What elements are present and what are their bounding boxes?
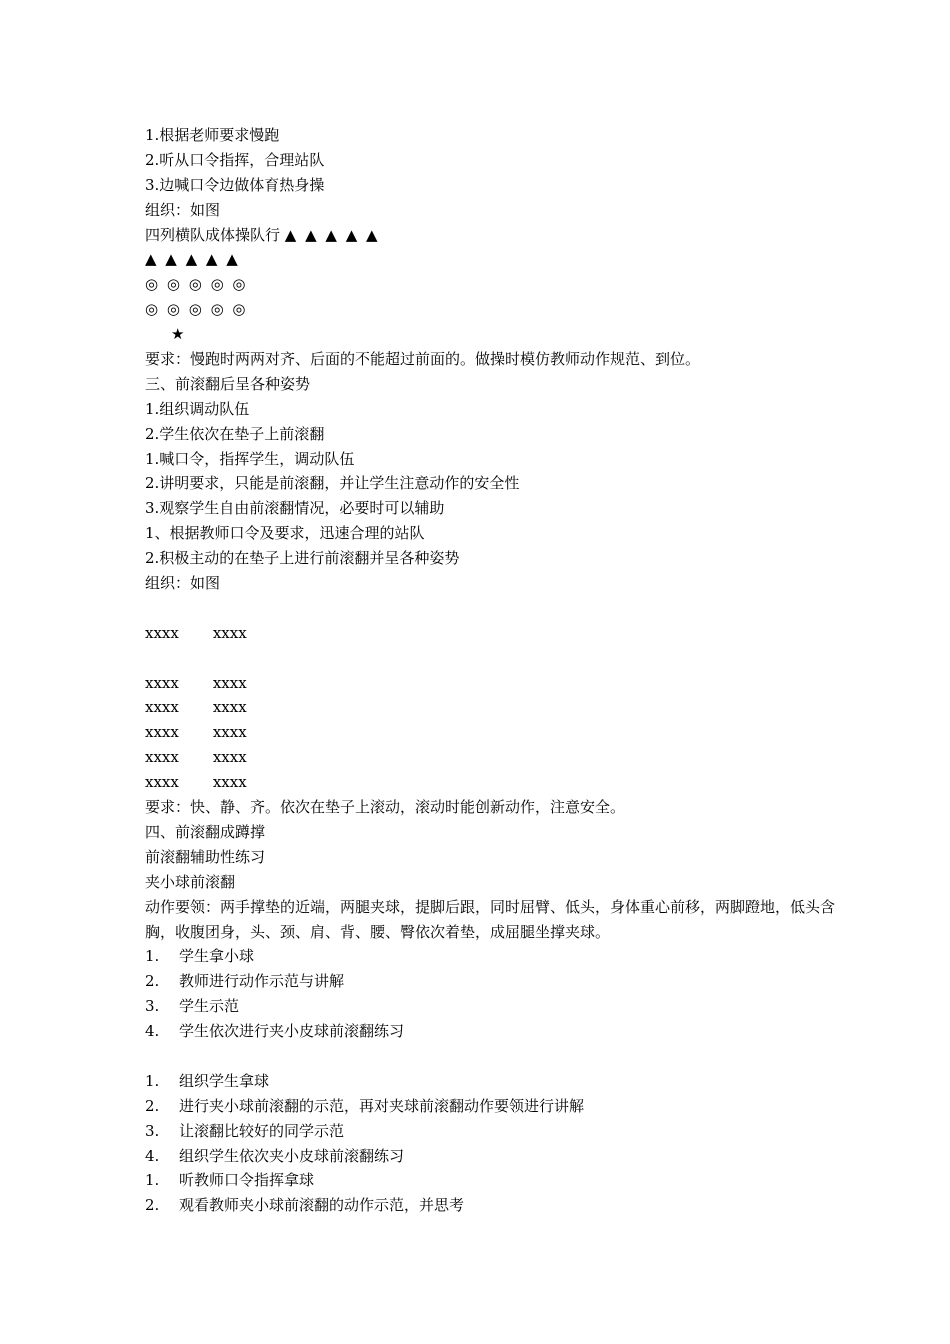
circle-row: ◎ ◎ ◎ ◎ ◎: [145, 300, 248, 319]
warmup-requirement: 要求：慢跑时两两对齐、后面的不能超过前面的。做操时模仿教师动作规范、到位。: [145, 350, 701, 369]
list-item: 1. 组织学生拿球: [145, 1071, 270, 1090]
spacer: [145, 646, 835, 671]
section-4-subtitle: 前滚翻辅助性练习: [145, 847, 266, 866]
section-3-line: 1.喊口令，指挥学生，调动队伍: [145, 449, 355, 468]
formation-row: [145, 770, 835, 795]
list-item: 1. 学生拿小球: [145, 947, 255, 966]
formation-row: [145, 745, 835, 770]
section-4-title: 四、前滚翻成蹲撑: [145, 822, 266, 841]
section-3-line: 2.学生依次在垫子上前滚翻: [145, 424, 325, 443]
formation-cell: xxxx: [145, 748, 179, 767]
formation-cell: xxxx: [212, 773, 247, 792]
formation-row: [145, 671, 835, 696]
organization-label: 组织：如图: [145, 200, 221, 219]
formation-cell: xxxx: [145, 673, 179, 692]
spacer: [145, 1044, 835, 1069]
warmup-step: 3.边喊口令边做体育热身操: [145, 175, 325, 194]
section-3-line: 2.积极主动的在垫子上进行前滚翻并呈各种姿势: [145, 549, 460, 568]
formation-label: 四列横队成体操队行: [145, 225, 281, 244]
warmup-step: 1.根据老师要求慢跑: [145, 126, 280, 144]
formation-cell: xxxx: [212, 673, 247, 692]
formation-line: [145, 223, 835, 248]
list-item: 3. 让滚翻比较好的同学示范: [145, 1121, 345, 1140]
formation-cell: xxxx: [145, 773, 179, 792]
list-item: 4. 学生依次进行夹小皮球前滚翻练习: [145, 1022, 405, 1041]
formation-cell: xxxx: [145, 723, 179, 742]
formation-cell: xxxx: [212, 748, 247, 767]
formation-cell: xxxx: [212, 698, 247, 717]
teacher-star-icon: ★: [171, 325, 185, 344]
formation-cell: xxxx: [212, 623, 247, 642]
list-item: 4. 组织学生依次夹小皮球前滚翻练习: [145, 1146, 405, 1165]
section-3-requirement: 要求：快、静、齐。依次在垫子上滚动，滚动时能创新动作，注意安全。: [145, 798, 626, 817]
warmup-step: 2.听从口令指挥，合理站队: [145, 150, 325, 169]
triangle-row: ▲ ▲ ▲ ▲ ▲: [145, 250, 240, 269]
section-3-title: 三、前滚翻后呈各种姿势: [145, 374, 311, 393]
list-item: 2. 教师进行动作示范与讲解: [145, 972, 345, 991]
action-essentials: 动作要领：两手撑垫的近端，两腿夹球，提脚后跟，同时屈臂、低头，身体重心前移，两脚蹬地，低头含胸，收腹团身，头、颈、肩、背、腰、臀依次着垫，成屈腿坐撑夹球。: [145, 897, 836, 941]
triangle-row: ▲ ▲ ▲ ▲ ▲: [284, 225, 380, 244]
circle-row: ◎ ◎ ◎ ◎ ◎: [145, 275, 248, 294]
formation-cell: xxxx: [145, 623, 179, 642]
spacer: [145, 596, 835, 621]
formation-row: [145, 621, 835, 646]
list-item: 1. 听教师口令指挥拿球: [145, 1171, 315, 1190]
list-item: 2. 观看教师夹小球前滚翻的动作示范，并思考: [145, 1196, 465, 1215]
section-4-subtitle: 夹小球前滚翻: [145, 872, 236, 891]
formation-cell: xxxx: [212, 723, 247, 742]
formation-cell: xxxx: [145, 698, 179, 717]
list-item: 2. 进行夹小球前滚翻的示范，再对夹球前滚翻动作要领进行讲解: [145, 1096, 585, 1115]
list-item: 3. 学生示范: [145, 997, 240, 1016]
formation-row: [145, 695, 835, 720]
section-3-line: 3.观察学生自由前滚翻情况，必要时可以辅助: [145, 499, 445, 518]
section-3-line: 1.组织调动队伍: [145, 399, 250, 418]
section-3-line: 1、根据教师口令及要求，迅速合理的站队: [145, 524, 425, 543]
document-body: [145, 123, 835, 1218]
organization-label: 组织：如图: [145, 574, 221, 593]
formation-row: [145, 720, 835, 745]
section-3-line: 2.讲明要求，只能是前滚翻，并让学生注意动作的安全性: [145, 474, 520, 493]
